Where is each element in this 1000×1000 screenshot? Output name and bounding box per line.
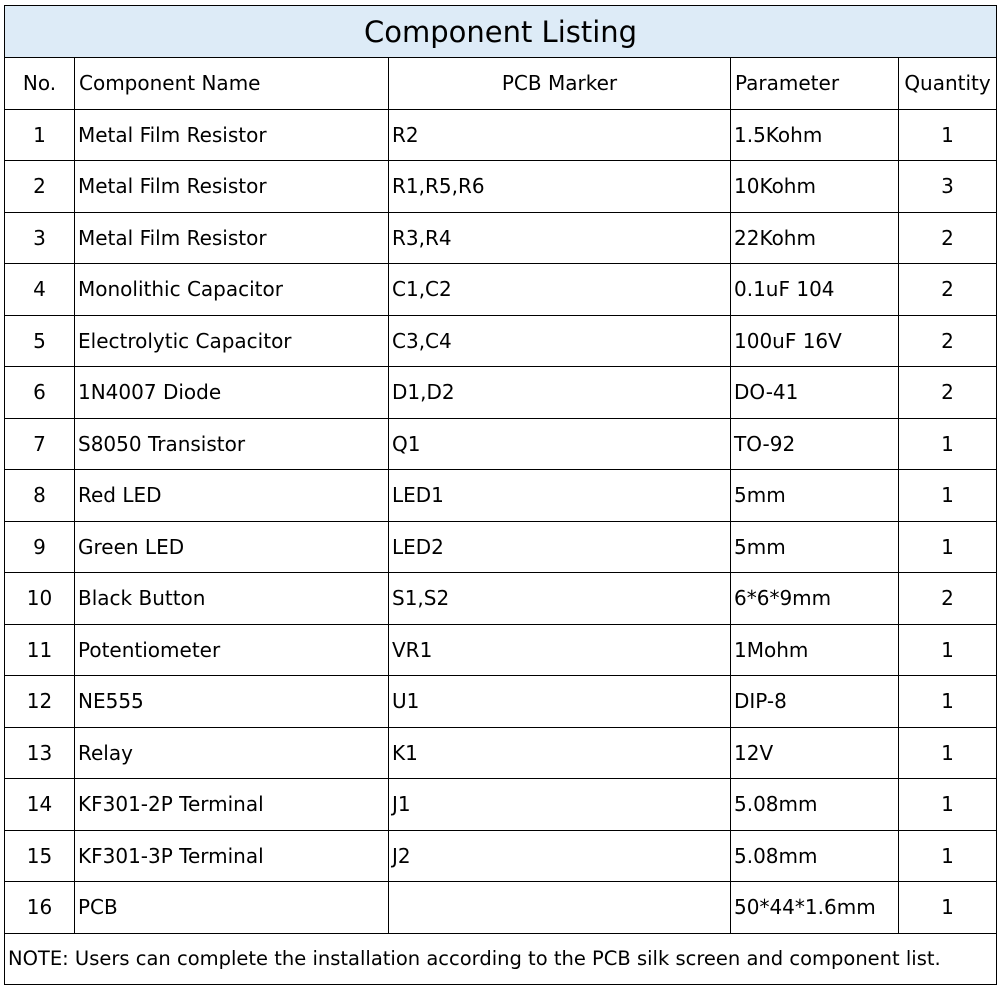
- cell-no: 9: [5, 521, 75, 573]
- cell-parameter: 5.08mm: [731, 779, 899, 831]
- table-row: [5, 109, 997, 161]
- cell-no: 13: [5, 727, 75, 779]
- cell-parameter: 1Mohm: [731, 624, 899, 676]
- cell-parameter: 12V: [731, 727, 899, 779]
- component-table: [4, 5, 997, 985]
- cell-quantity: 2: [899, 315, 997, 367]
- cell-parameter: 50*44*1.6mm: [731, 882, 899, 934]
- table-row: [5, 624, 997, 676]
- cell-pcb-marker: K1: [389, 727, 731, 779]
- cell-no: 12: [5, 676, 75, 728]
- cell-parameter: 22Kohm: [731, 212, 899, 264]
- cell-quantity: 2: [899, 212, 997, 264]
- cell-quantity: 3: [899, 161, 997, 213]
- cell-no: 6: [5, 367, 75, 419]
- cell-quantity: 1: [899, 109, 997, 161]
- cell-component-name: Black Button: [75, 573, 389, 625]
- table-row: [5, 418, 997, 470]
- cell-parameter: 10Kohm: [731, 161, 899, 213]
- cell-quantity: 1: [899, 779, 997, 831]
- cell-pcb-marker: C3,C4: [389, 315, 731, 367]
- cell-quantity: 1: [899, 470, 997, 522]
- cell-quantity: 2: [899, 367, 997, 419]
- cell-component-name: Metal Film Resistor: [75, 161, 389, 213]
- cell-no: 4: [5, 264, 75, 316]
- table-row: [5, 161, 997, 213]
- cell-no: 11: [5, 624, 75, 676]
- table-row: [5, 212, 997, 264]
- cell-pcb-marker: C1,C2: [389, 264, 731, 316]
- header-row: [5, 58, 997, 110]
- cell-no: 14: [5, 779, 75, 831]
- cell-no: 3: [5, 212, 75, 264]
- cell-parameter: 0.1uF 104: [731, 264, 899, 316]
- table-row: [5, 315, 997, 367]
- column-header-parameter: Parameter: [731, 58, 899, 110]
- cell-no: 10: [5, 573, 75, 625]
- cell-quantity: 1: [899, 521, 997, 573]
- cell-component-name: NE555: [75, 676, 389, 728]
- cell-component-name: PCB: [75, 882, 389, 934]
- table-title: Component Listing: [5, 6, 997, 58]
- cell-pcb-marker: [389, 882, 731, 934]
- table-row: [5, 521, 997, 573]
- cell-pcb-marker: J2: [389, 830, 731, 882]
- table-row: [5, 727, 997, 779]
- cell-no: 2: [5, 161, 75, 213]
- cell-quantity: 1: [899, 624, 997, 676]
- note-row: [5, 933, 997, 985]
- cell-pcb-marker: D1,D2: [389, 367, 731, 419]
- cell-component-name: Electrolytic Capacitor: [75, 315, 389, 367]
- title-row: [5, 6, 997, 58]
- cell-component-name: Metal Film Resistor: [75, 109, 389, 161]
- cell-no: 5: [5, 315, 75, 367]
- cell-pcb-marker: R1,R5,R6: [389, 161, 731, 213]
- cell-component-name: Green LED: [75, 521, 389, 573]
- cell-component-name: KF301-2P Terminal: [75, 779, 389, 831]
- cell-pcb-marker: U1: [389, 676, 731, 728]
- cell-parameter: 5.08mm: [731, 830, 899, 882]
- cell-pcb-marker: R2: [389, 109, 731, 161]
- table-row: [5, 882, 997, 934]
- cell-no: 15: [5, 830, 75, 882]
- cell-component-name: Potentiometer: [75, 624, 389, 676]
- cell-component-name: Red LED: [75, 470, 389, 522]
- cell-quantity: 1: [899, 830, 997, 882]
- installation-note: NOTE: Users can complete the installation according to the PCB silk screen and component list.: [5, 933, 997, 985]
- cell-pcb-marker: Q1: [389, 418, 731, 470]
- cell-quantity: 2: [899, 573, 997, 625]
- cell-parameter: DIP-8: [731, 676, 899, 728]
- cell-pcb-marker: J1: [389, 779, 731, 831]
- table-row: [5, 779, 997, 831]
- cell-parameter: 6*6*9mm: [731, 573, 899, 625]
- cell-parameter: TO-92: [731, 418, 899, 470]
- cell-component-name: S8050 Transistor: [75, 418, 389, 470]
- cell-quantity: 1: [899, 418, 997, 470]
- cell-no: 1: [5, 109, 75, 161]
- cell-component-name: Monolithic Capacitor: [75, 264, 389, 316]
- cell-component-name: 1N4007 Diode: [75, 367, 389, 419]
- cell-quantity: 1: [899, 727, 997, 779]
- cell-no: 16: [5, 882, 75, 934]
- column-header-no: No.: [5, 58, 75, 110]
- cell-component-name: Metal Film Resistor: [75, 212, 389, 264]
- column-header-quantity: Quantity: [899, 58, 997, 110]
- cell-quantity: 1: [899, 882, 997, 934]
- column-header-pcb-marker: PCB Marker: [389, 58, 731, 110]
- column-header-component-name: Component Name: [75, 58, 389, 110]
- cell-quantity: 1: [899, 676, 997, 728]
- cell-pcb-marker: LED1: [389, 470, 731, 522]
- cell-pcb-marker: VR1: [389, 624, 731, 676]
- cell-pcb-marker: S1,S2: [389, 573, 731, 625]
- cell-parameter: 5mm: [731, 470, 899, 522]
- table-body: [5, 109, 997, 933]
- cell-parameter: 5mm: [731, 521, 899, 573]
- cell-no: 7: [5, 418, 75, 470]
- cell-parameter: DO-41: [731, 367, 899, 419]
- table-row: [5, 830, 997, 882]
- cell-parameter: 1.5Kohm: [731, 109, 899, 161]
- table-row: [5, 367, 997, 419]
- cell-parameter: 100uF 16V: [731, 315, 899, 367]
- cell-pcb-marker: R3,R4: [389, 212, 731, 264]
- component-listing-sheet: [4, 5, 996, 985]
- table-row: [5, 264, 997, 316]
- table-row: [5, 573, 997, 625]
- table-row: [5, 470, 997, 522]
- table-row: [5, 676, 997, 728]
- cell-quantity: 2: [899, 264, 997, 316]
- cell-component-name: Relay: [75, 727, 389, 779]
- cell-no: 8: [5, 470, 75, 522]
- cell-component-name: KF301-3P Terminal: [75, 830, 389, 882]
- cell-pcb-marker: LED2: [389, 521, 731, 573]
